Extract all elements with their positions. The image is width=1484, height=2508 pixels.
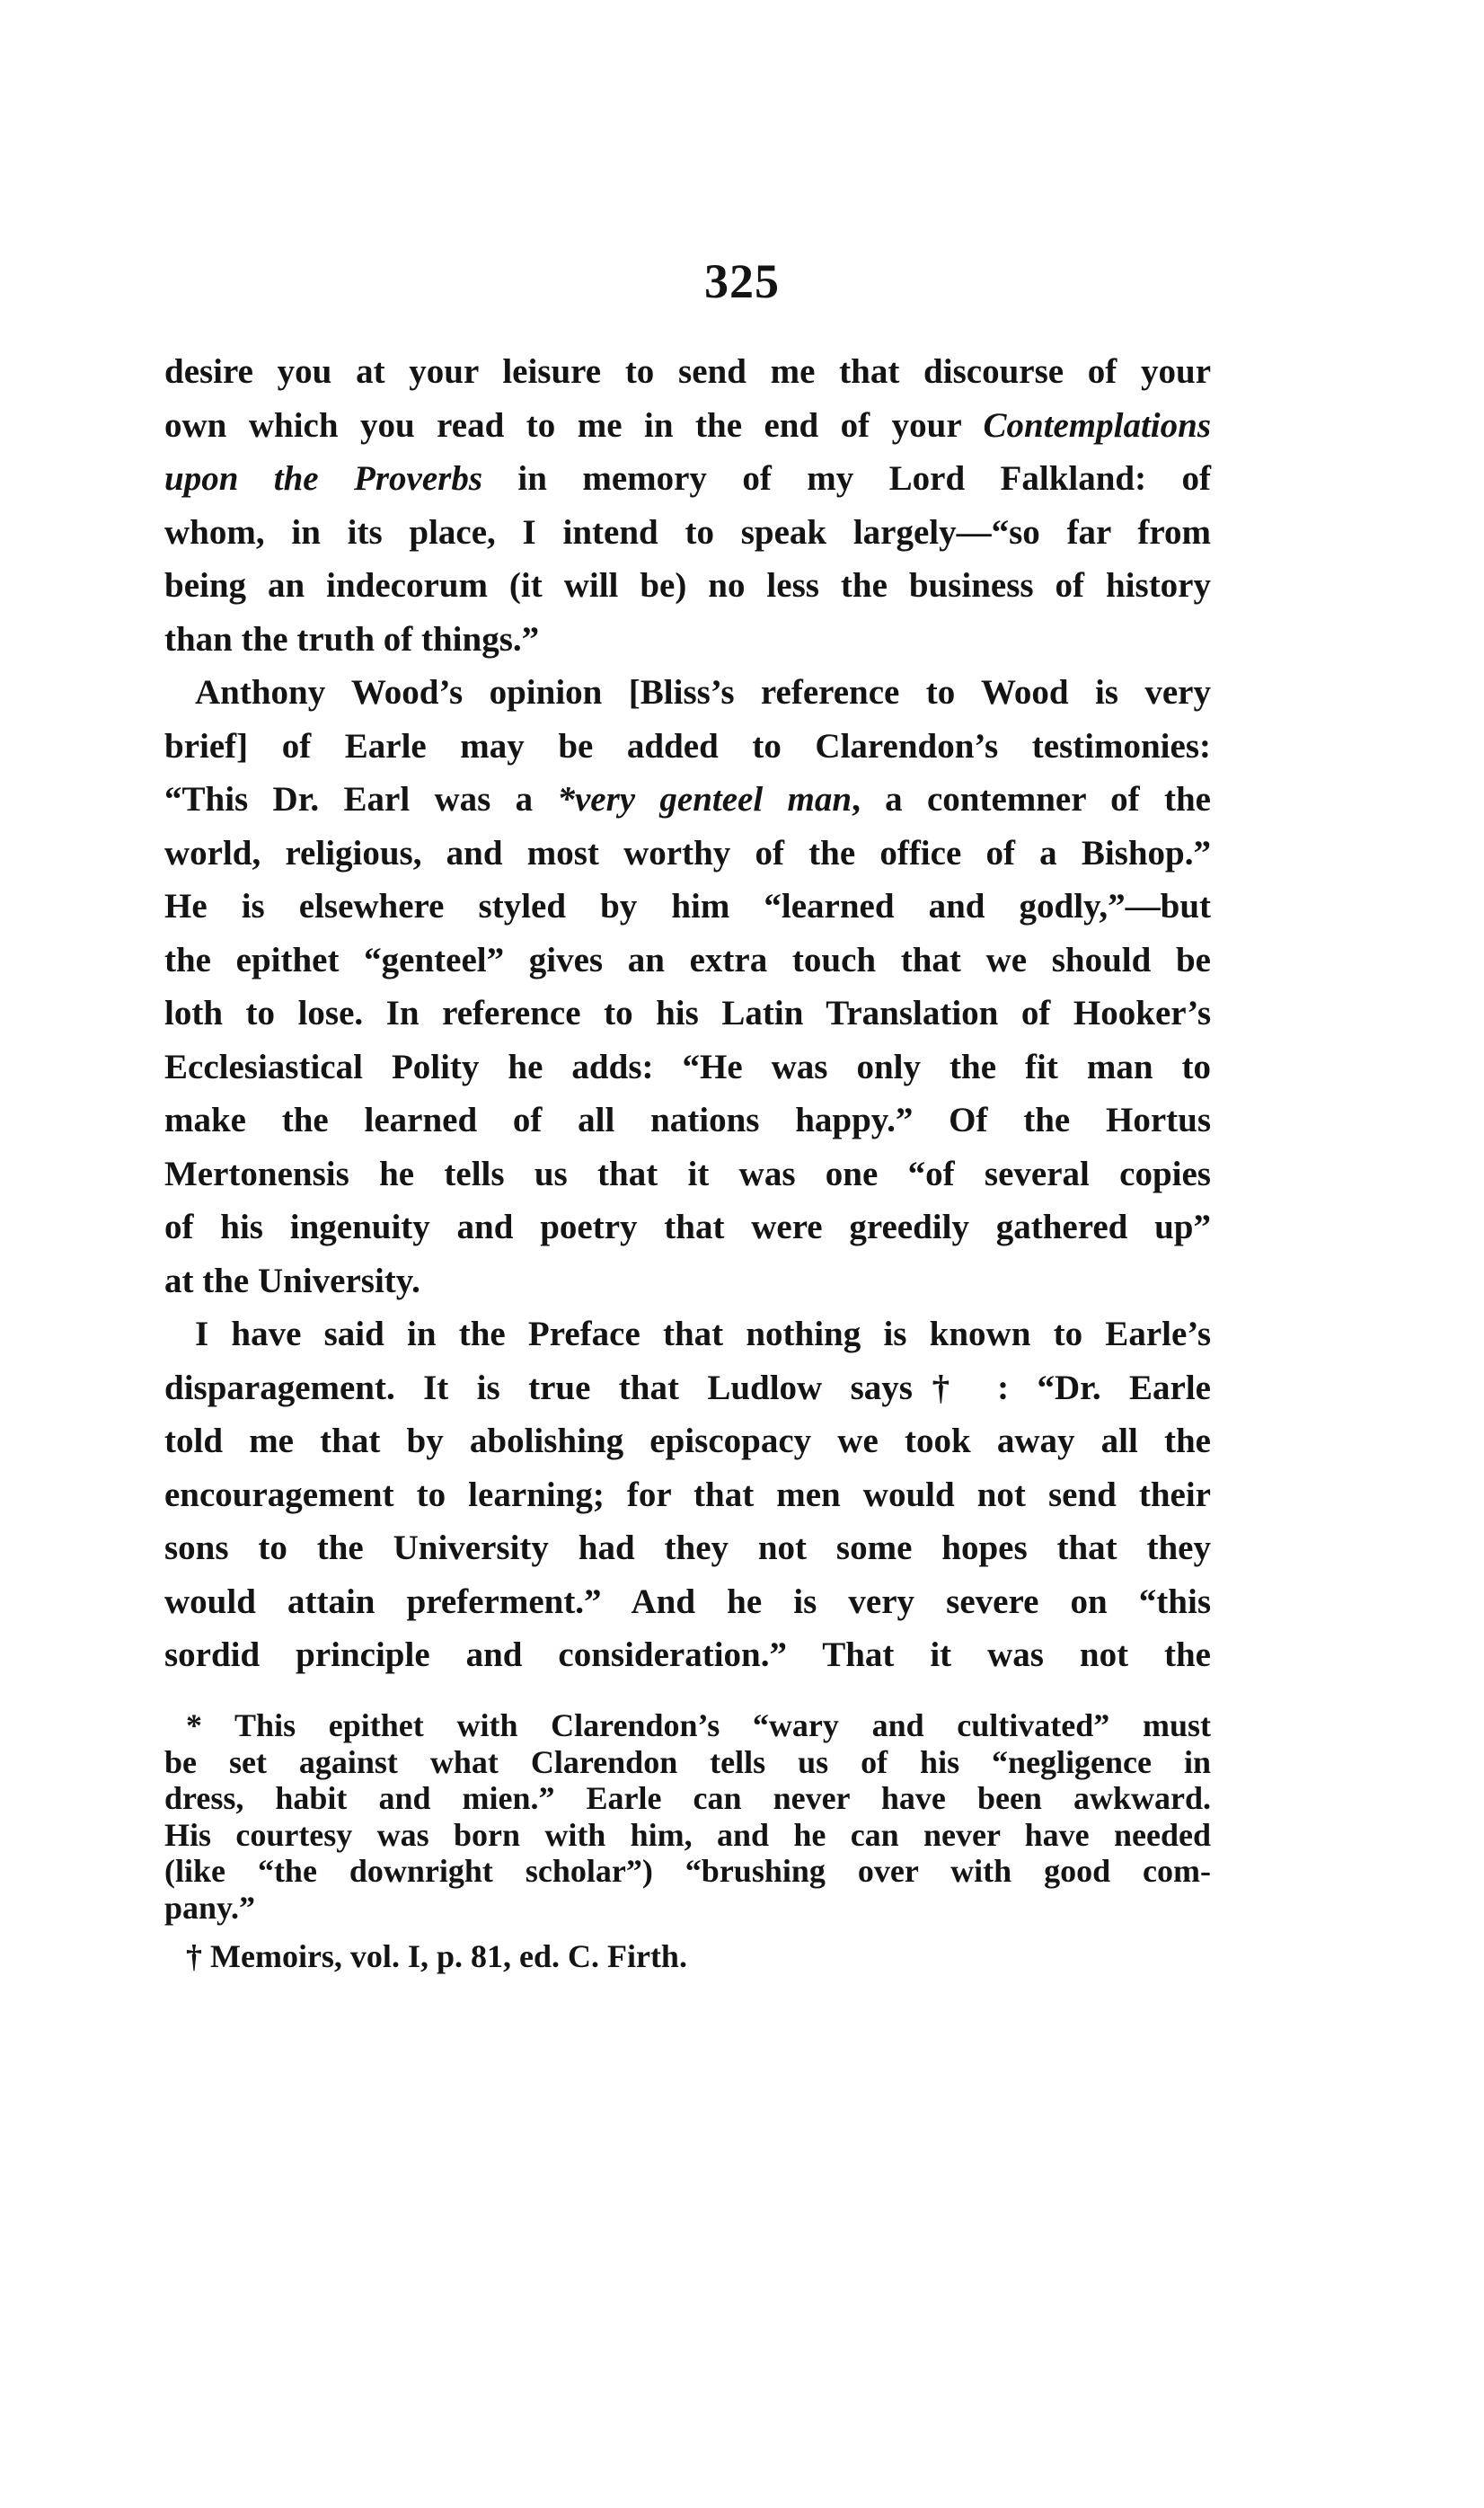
main-text	[164, 345, 1211, 1682]
text-line: loth to lose. In reference to his Latin Translation of Hooker’s	[164, 994, 1211, 1032]
footnote-star-line: pany.”	[164, 1889, 256, 1926]
text-line: encouragement to learning; for that men would not send their	[164, 1475, 1211, 1514]
text-line: own which you read to me in the end of your Contemplations	[164, 405, 1211, 445]
footnote-star-line: * This epithet with Clarendon’s “wary and cultivated” must	[186, 1707, 1211, 1743]
footnote-dagger: † Memoirs, vol. I, p. 81, ed. C. Firth.	[186, 1938, 687, 1974]
text-line: world, religious, and most worthy of the office of a Bishop.”	[164, 833, 1211, 873]
footnote-star-line: dress, habit and mien.” Earle can never have been awkward.	[164, 1780, 1211, 1816]
text-line: than the truth of things.”	[164, 619, 540, 659]
footnote-star-line: (like “the downright scholar”) “brushing over with good com-	[164, 1853, 1211, 1889]
footnote-star-line: His courtesy was born with him, and he can never have needed	[164, 1816, 1211, 1853]
text-line: I have said in the Preface that nothing is known to Earle’s	[195, 1315, 1211, 1353]
text-line: He is elsewhere styled by him “learned and godly,”—but	[164, 887, 1211, 926]
text-line: at the University.	[164, 1261, 420, 1300]
text-line: of his ingenuity and poetry that were greedily gathered up”	[164, 1208, 1211, 1246]
text-line: “This Dr. Earl was a *very genteel man, a contemner of the	[164, 780, 1211, 819]
text-line: sons to the University had they not some hopes that they	[164, 1529, 1211, 1567]
text-line: being an indecorum (it will be) no less the business of history	[164, 566, 1211, 605]
text-line: whom, in its place, I intend to speak largely—“so far from	[164, 512, 1211, 552]
text-line: brief] of Earle may be added to Clarendon’s testimonies:	[164, 726, 1211, 766]
footnotes	[164, 1707, 1211, 1975]
text-line: upon the Proverbs in memory of my Lord Falkland: of	[164, 459, 1211, 498]
page-number: 325	[704, 254, 780, 308]
text-line: told me that by abolishing episcopacy we took away all the	[164, 1422, 1211, 1460]
text-line: disparagement. It is true that Ludlow says† : “Dr. Earle	[164, 1368, 1211, 1407]
text-line: Ecclesiastical Polity he adds: “He was only the fit man to	[164, 1047, 1211, 1086]
text-line: Anthony Wood’s opinion [Bliss’s reference to Wood is very	[195, 673, 1211, 712]
text-line: make the learned of all nations happy.” Of the Hortus	[164, 1101, 1211, 1139]
footnote-star-line: be set against what Clarendon tells us of his “negligence in	[164, 1743, 1211, 1780]
text-line: Mertonensis he tells us that it was one “of several copies	[164, 1154, 1211, 1193]
text-line: sordid principle and consideration.” That it was not the	[164, 1635, 1211, 1674]
text-line: would attain preferment.” And he is very severe on “this	[164, 1582, 1211, 1621]
text-line: desire you at your leisure to send me that discourse of your	[164, 352, 1211, 391]
text-line: the epithet “genteel” gives an extra touch that we should be	[164, 940, 1211, 979]
